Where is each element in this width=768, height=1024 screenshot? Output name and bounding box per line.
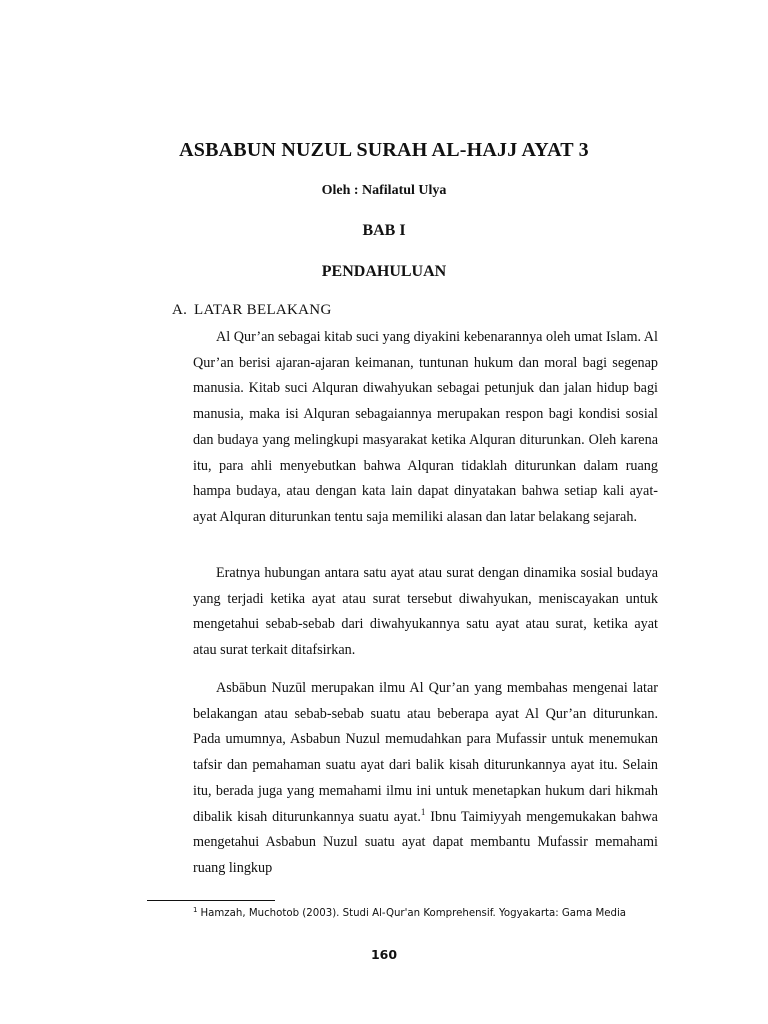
author-line: Oleh : Nafilatul Ulya: [321, 183, 447, 198]
page-number: 160: [370, 947, 398, 962]
paragraph-3-text-start: Asbābun Nuzūl merupakan ilmu Al Qur’an yang membahas mengenai latar belakangan atau sebab-sebab suatu atau beberapa ayat Al Qur’an diturunkan. Pada umumnya, Asbabun Nuzul memudahkan para Mufassir untuk menemukan tafsir dan pemahaman suatu ayat dari balik kisah diturunkannya ayat itu. Selain itu, berada juga yang memahami ilmu ini untuk menetapkan hukum dari hikmah dibalik kisah diturunkannya suatu ayat.: [193, 680, 658, 825]
section-heading: [172, 302, 332, 319]
footnote-text: Hamzah, Muchotob (2003). Studi Al-Qur'an Komprehensif. Yogyakarta: Gama Media: [200, 908, 627, 919]
body-paragraph-2: Eratnya hubungan antara satu ayat atau surat dengan dinamika sosial budaya yang terjadi ketika ayat atau surat tersebut diwahyukan, meniscayakan untuk mengetahui sebab-sebab dari diwahyukannya satu ayat atau surat, ketika ayat atau surat terkait ditafsirkan.: [193, 565, 658, 659]
paragraph-3-text-end: Ibnu Taimiyyah mengemukakan bahwa mengetahui Asbabun Nuzul suatu ayat dapat membantu Mufassir memahami ruang lingkup: [193, 808, 658, 876]
chapter-title: PENDAHULUAN: [321, 263, 447, 280]
footnote-reference[interactable]: 1: [420, 806, 426, 817]
section-letter: A.: [172, 302, 188, 318]
body-paragraph-1: Al Qur’an sebagai kitab suci yang diyakini kebenarannya oleh umat Islam. Al Qur’an berisi ajaran-ajaran keimanan, tuntunan hukum dan moral bagi segenap manusia. Kitab suci Alquran diwahyukan sebagai petunjuk dan jalan hidup bagi manusia, maka isi Alquran sebagaiannya merupakan respon bagi kondisi sosial dan budaya yang melingkupi masyarakat ketika Alquran diturunkan. Oleh karena itu, para ahli menyebutkan bahwa Alquran tidaklah diturunkan dalam ruang hampa budaya, atau dengan kata lain dapat dinyatakan bahwa setiap kali ayat-ayat Alquran diturunkan tentu saja memiliki alasan dan latar belakang sejarah.: [193, 329, 658, 525]
chapter-label: BAB I: [362, 222, 406, 239]
document-title: ASBABUN NUZUL SURAH AL-HAJJ AYAT 3: [179, 139, 589, 161]
body-paragraph-3: [193, 676, 658, 882]
footnote: [193, 906, 626, 919]
section-title: LATAR BELAKANG: [194, 302, 332, 318]
footnote-number: 1: [193, 906, 198, 914]
footnote-divider: [147, 900, 275, 901]
